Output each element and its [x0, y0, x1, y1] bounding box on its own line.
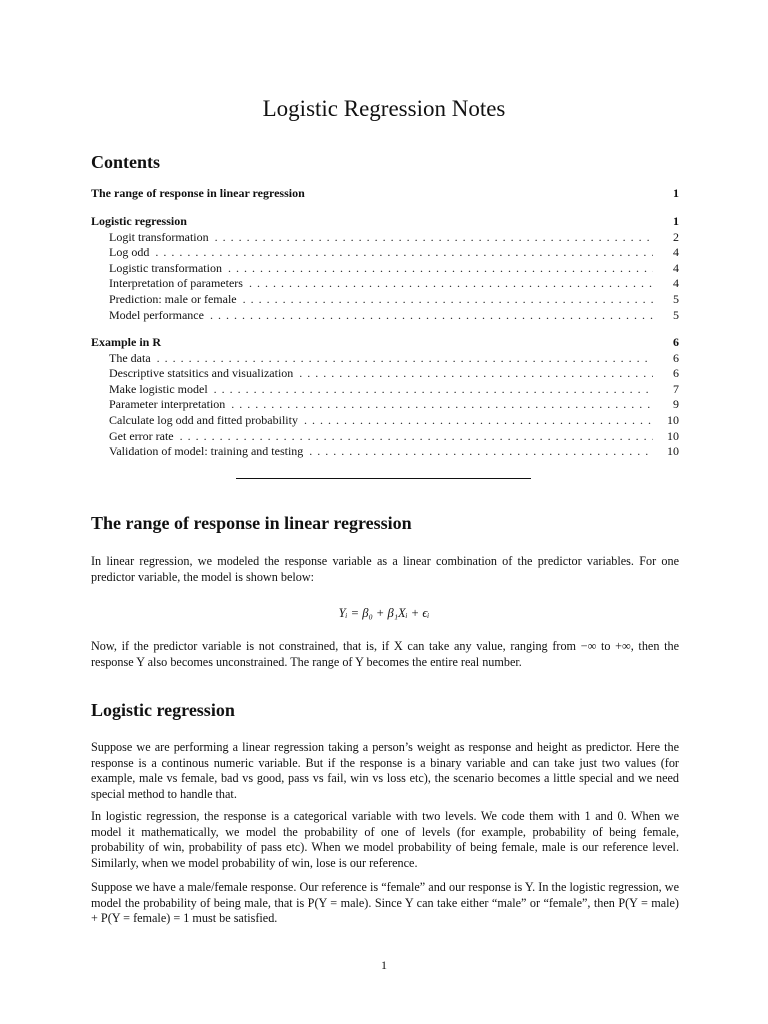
section-heading: The range of response in linear regression [91, 513, 412, 533]
toc-subentry-label: Model performance [109, 307, 204, 322]
toc-leader-dots [215, 230, 653, 246]
paragraph: Suppose we are performing a linear regression taking a person’s weight as response and height as predictor. Here the response is a continous numeric variable. But if the response is a binary variable and can take just two values (for example, male vs female, bad vs good, pass vs fail, win vs loss etc), the scenario becomes a little special and we need special method to handle that. [91, 740, 679, 801]
horizontal-rule [236, 478, 531, 479]
toc-subentry-page: 5 [673, 307, 679, 322]
equation: Yᵢ = β₀ + β₁Xᵢ + ϵᵢ [338, 606, 430, 620]
toc-subentry-label: Prediction: male or female [109, 291, 237, 306]
page-number: 1 [381, 958, 387, 972]
toc-section-1 [91, 186, 679, 202]
toc-subentry[interactable] [91, 276, 679, 292]
toc-subentry-label: Validation of model: training and testing [109, 444, 304, 459]
toc-leader-dots [210, 308, 653, 324]
toc-subentry[interactable] [91, 308, 679, 324]
toc-subentry-page: 7 [673, 381, 679, 396]
toc-entry[interactable] [91, 186, 679, 202]
toc-subentry-page: 2 [673, 229, 679, 244]
toc-subentry-page: 4 [673, 245, 679, 260]
toc-subentry-label: Get error rate [109, 428, 174, 443]
toc-leader-dots [155, 245, 653, 261]
toc-subentry-page: 9 [673, 397, 679, 412]
toc-leader-dots [231, 397, 653, 413]
toc-subentry-page: 6 [673, 350, 679, 365]
toc-subentry[interactable] [91, 413, 679, 429]
toc-leader-dots [299, 366, 653, 382]
toc-subentry-label: Descriptive statsitics and visualization [109, 366, 294, 381]
toc-subentry[interactable] [91, 245, 679, 261]
paragraph: In linear regression, we modeled the response variable as a linear combination of the predictor variables. For one predictor variable, the model is shown below: [91, 554, 679, 584]
toc-entry-page: 1 [673, 214, 679, 228]
toc-subentry-label: The data [109, 350, 151, 365]
toc-leader-dots [249, 276, 653, 292]
toc-section-2 [91, 214, 679, 323]
toc-section-3 [91, 335, 679, 460]
toc-entry[interactable] [91, 335, 679, 351]
toc-subentry[interactable] [91, 429, 679, 445]
toc-subentry-label: Log odd [109, 245, 150, 260]
toc-subentry-page: 4 [673, 276, 679, 291]
toc-entry-page: 6 [673, 335, 679, 349]
toc-leader-dots [214, 382, 653, 398]
toc-entry-page: 1 [673, 186, 679, 200]
toc-entry-label: The range of response in linear regression [91, 186, 305, 200]
toc-subentry-page: 4 [673, 260, 679, 275]
toc-subentry[interactable] [91, 444, 679, 460]
toc-subentry[interactable] [91, 292, 679, 308]
paragraph: Suppose we have a male/female response. Our reference is “female” and our response is Y. In the logistic regression, we model the probability of being male, that is P(Y = male). Since Y can take either “male” or “female”, then P(Y = male) + P(Y = female) = 1 must be satisfied. [91, 880, 679, 926]
toc-leader-dots [180, 429, 653, 445]
toc-entry[interactable] [91, 214, 679, 230]
toc-subentry-label: Make logistic model [109, 381, 208, 396]
toc-entry-label: Example in R [91, 335, 162, 349]
toc-subentry-label: Logistic transformation [109, 260, 222, 275]
toc-leader-dots [157, 351, 653, 367]
toc-subentry-page: 6 [673, 366, 679, 381]
toc-subentry[interactable] [91, 366, 679, 382]
paragraph: In logistic regression, the response is a categorical variable with two levels. We code them with 1 and 0. When we model it mathematically, we model the probability of one of levels (for example, probability of being female, probability of win, probability of pass etc). When we model probability of being female, male is our reference level. Similarly, when we model probability of win, lose is our reference. [91, 809, 679, 870]
toc-subentry-label: Parameter interpretation [109, 397, 226, 412]
toc-subentry-label: Calculate log odd and fitted probability [109, 412, 298, 427]
toc-subentry[interactable] [91, 397, 679, 413]
toc-subentry-page: 10 [667, 444, 679, 459]
toc-subentry-page: 10 [667, 428, 679, 443]
toc-subentry[interactable] [91, 382, 679, 398]
toc-leader-dots [304, 413, 653, 429]
toc-leader-dots [309, 444, 653, 460]
document-title: Logistic Regression Notes [262, 96, 506, 121]
toc-entry-label: Logistic regression [91, 214, 187, 228]
toc-subentry[interactable] [91, 230, 679, 246]
paragraph: Now, if the predictor variable is not constrained, that is, if X can take any value, ranging from −∞ to +∞, then the response Y also becomes unconstrained. The range of Y becomes the entire real number. [91, 639, 679, 669]
toc-subentry-page: 5 [673, 291, 679, 306]
toc-leader-dots [228, 261, 653, 277]
toc-leader-dots [243, 292, 653, 308]
toc-subentry[interactable] [91, 351, 679, 367]
contents-heading: Contents [91, 152, 161, 172]
toc-subentry[interactable] [91, 261, 679, 277]
toc-subentry-page: 10 [667, 412, 679, 427]
section-heading: Logistic regression [91, 700, 235, 720]
toc-subentry-label: Interpretation of parameters [109, 276, 243, 291]
toc-subentry-label: Logit transformation [109, 229, 209, 244]
